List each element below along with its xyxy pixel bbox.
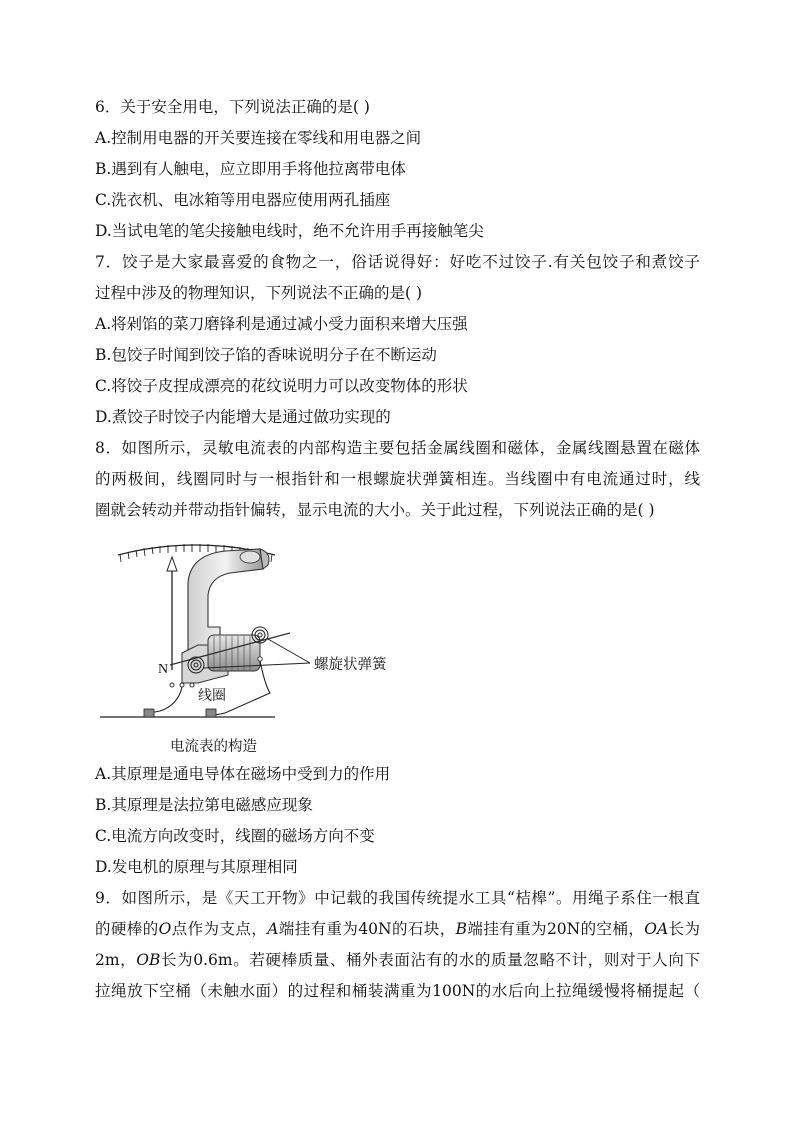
figure-label-n: N: [158, 662, 169, 677]
q6-option-c: C.洗衣机、电冰箱等用电器应使用两孔插座: [95, 191, 391, 209]
q8-option-b: B.其原理是法拉第电磁感应现象: [95, 796, 313, 814]
q9-line3: 2m，OB长为0.6m。若硬棒质量、桶外表面沾有的水的质量忽略不计，则对于人向下: [95, 951, 700, 969]
q8-option-d: D.发电机的原理与其原理相同: [95, 858, 298, 876]
var-b: B: [455, 920, 468, 938]
q8-stem-line3: 圈就会转动并带动指针偏转，显示电流的大小。关于此过程，下列说法正确的是( ): [95, 501, 655, 519]
q9-line4: 拉绳放下空桶（未触水面）的过程和桶装满重为100N的水后向上拉绳缓慢将桶提起（: [95, 982, 700, 1000]
q6-option-b: B.遇到有人触电，应立即用手将他拉离带电体: [95, 160, 406, 178]
q9-line2: 的硬棒的O点作为支点，A端挂有重为40N的石块，B端挂有重为20N的空桶，OA长为: [95, 920, 700, 938]
q7-stem-line1: 7．饺子是大家最喜爱的食物之一，俗话说得好：好吃不过饺子.有关包饺子和煮饺子: [95, 253, 700, 271]
q6-stem: 6．关于安全用电，下列说法正确的是( ): [95, 98, 370, 116]
q7-option-b: B.包饺子时闻到饺子馅的香味说明分子在不断运动: [95, 346, 437, 364]
q8-option-a: A.其原理是通电导体在磁场中受到力的作用: [95, 765, 391, 783]
q9-line1: 9．如图所示，是《天工开物》中记载的我国传统提水工具“桔槔”。用绳子系住一根直: [95, 889, 700, 907]
var-o: O: [158, 920, 172, 938]
q6-option-d: D.当试电笔的笔尖接触电线时，绝不允许用手再接触笔尖: [95, 222, 484, 240]
q7-option-d: D.煮饺子时饺子内能增大是通过做功实现的: [95, 408, 391, 426]
q8-stem-line1: 8．如图所示，灵敏电流表的内部构造主要包括金属线圈和磁体，金属线圈悬置在磁体: [95, 439, 700, 457]
var-a: A: [267, 920, 279, 938]
var-ob: OB: [136, 951, 161, 969]
q8-stem-line2: 的两极间，线圈同时与一根指针和一根螺旋状弹簧相连。当线圈中有电流通过时，线: [95, 470, 700, 488]
q8-option-c: C.电流方向改变时，线圈的磁场方向不变: [95, 827, 375, 845]
q6-option-a: A.控制用电器的开关要连接在零线和用电器之间: [95, 129, 422, 147]
q7-option-a: A.将剁馅的菜刀磨锋利是通过减小受力面积来增大压强: [95, 315, 468, 333]
q7-option-c: C.将饺子皮捏成漂亮的花纹说明力可以改变物体的形状: [95, 377, 468, 395]
figure-caption: 电流表的构造: [170, 739, 257, 755]
galvanometer-figure: [100, 535, 410, 725]
figure-label-coil: 线圈: [198, 688, 226, 704]
figure-label-spring: 螺旋状弹簧: [314, 657, 387, 673]
var-oa: OA: [644, 920, 669, 938]
q7-stem-line2: 过程中涉及的物理知识，下列说法不正确的是( ): [95, 284, 423, 302]
